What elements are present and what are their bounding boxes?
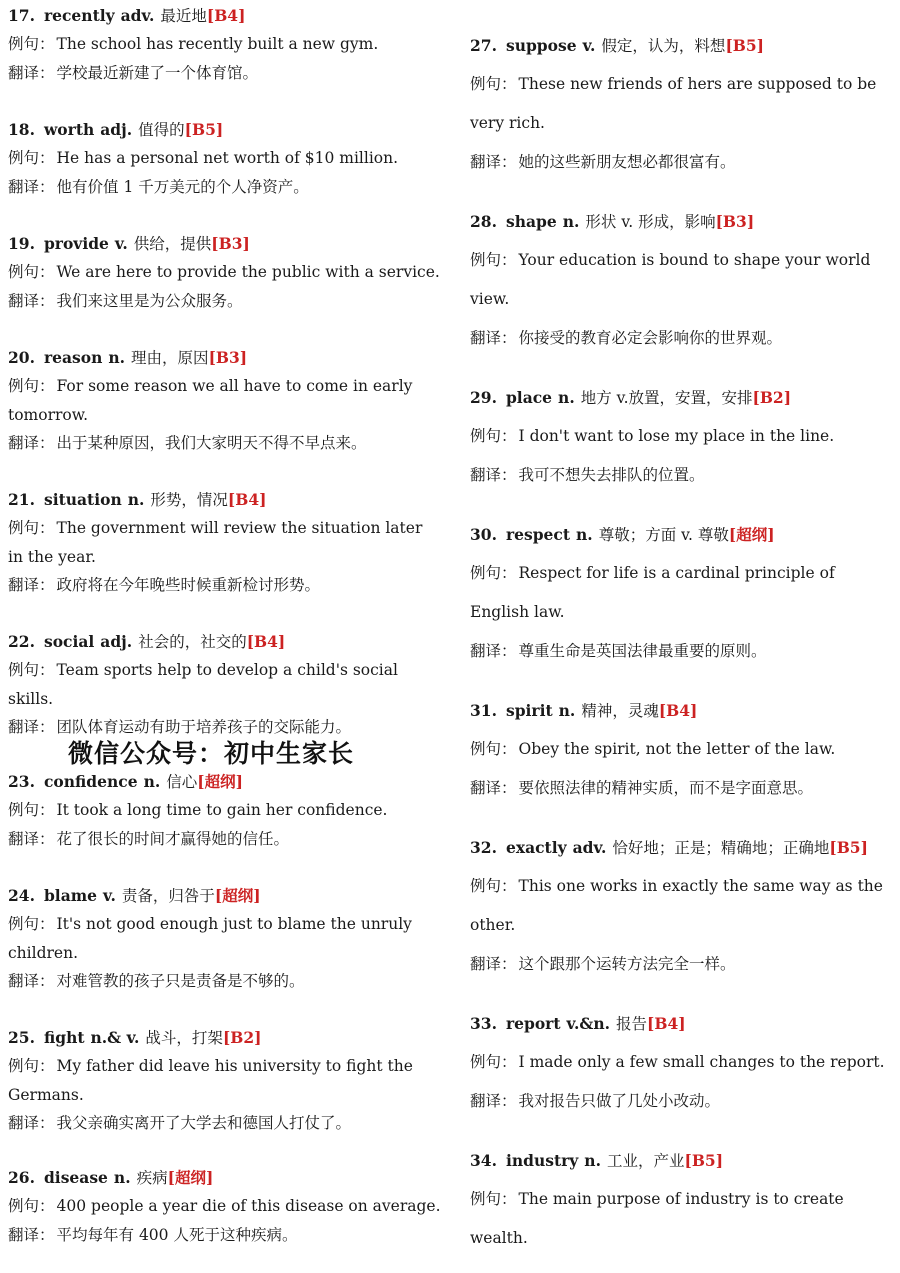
example-sentence-continued	[8, 543, 438, 572]
example-sentence	[8, 372, 438, 401]
chinese-meaning: 供给，提供	[133, 235, 212, 253]
example-text: For some reason we all have to come in early	[56, 377, 413, 395]
chinese-meaning: 理由，原因	[131, 349, 209, 367]
chinese-meaning: 恰好地；正是；精确地；正确地	[612, 839, 830, 857]
entry-number: 22.	[8, 632, 35, 651]
entry-headword-line	[8, 1168, 438, 1188]
example-sentence-continued	[8, 685, 438, 714]
translation-text: 尊重生命是英国法律最重要的原则。	[518, 642, 767, 660]
example-sentence	[470, 1180, 895, 1219]
translation-text: 他有价值 1 千万美元的个人净资产。	[56, 177, 309, 196]
part-of-speech: adj.	[100, 632, 133, 651]
vocab-entry	[470, 701, 895, 808]
example-label: 例句：	[470, 251, 517, 269]
translation-label: 翻译：	[470, 1092, 517, 1110]
translation-line	[470, 319, 895, 358]
part-of-speech: n.	[558, 388, 575, 407]
example-text: We are here to provide the public with a service.	[56, 263, 440, 281]
translation-text: 要依照法律的精神实质，而不是字面意思。	[518, 779, 814, 797]
part-of-speech: adv.	[572, 838, 607, 857]
vocab-entry	[8, 1168, 441, 1249]
translation-label: 翻译：	[470, 329, 517, 347]
example-text: tomorrow.	[8, 405, 89, 424]
translation-text: 你接受的教育必定会影响你的世界观。	[518, 329, 783, 347]
headword: provide	[43, 234, 109, 253]
part-of-speech: n.& v.	[90, 1028, 140, 1047]
entry-headword-line	[8, 772, 438, 792]
chinese-meaning: 最近地	[160, 7, 207, 25]
level-tag: [B3]	[211, 234, 250, 253]
level-tag: [超纲]	[167, 1168, 214, 1187]
entry-number: 34.	[470, 1151, 497, 1170]
translation-label: 翻译：	[8, 63, 55, 82]
chinese-meaning: 信心	[166, 773, 198, 791]
vocab-entry	[8, 6, 438, 87]
example-text: My father did leave his university to fight the	[56, 1057, 413, 1075]
headword: blame	[43, 886, 98, 905]
example-sentence	[8, 258, 438, 287]
entry-number: 17.	[8, 6, 35, 25]
translation-text: 她的这些新朋友想必都很富有。	[518, 153, 736, 171]
translation-line	[470, 945, 895, 984]
example-label: 例句：	[470, 1190, 517, 1208]
example-sentence-continued	[8, 939, 438, 968]
entry-headword-line	[8, 120, 438, 140]
example-label: 例句：	[8, 263, 55, 281]
example-sentence	[8, 796, 438, 825]
translation-label: 翻译：	[8, 972, 55, 990]
chinese-meaning: 值得的	[138, 121, 185, 139]
chinese-meaning: 责备，归咎于	[121, 887, 215, 905]
translation-line	[8, 571, 438, 600]
translation-line	[470, 632, 895, 671]
translation-label: 翻译：	[8, 829, 55, 848]
translation-line	[470, 1082, 895, 1121]
level-tag: [B2]	[752, 388, 792, 407]
translation-line	[8, 173, 438, 202]
vocab-entry	[470, 36, 895, 182]
level-tag: [超纲]	[197, 772, 243, 791]
translation-text: 这个跟那个运转方法完全一样。	[518, 955, 736, 973]
example-sentence	[8, 656, 438, 685]
example-sentence	[470, 554, 895, 593]
entry-number: 18.	[8, 120, 35, 139]
entry-number: 19.	[8, 234, 35, 253]
example-sentence	[470, 65, 895, 104]
example-sentence-continued	[470, 593, 895, 632]
example-sentence	[8, 514, 438, 543]
entry-number: 33.	[470, 1014, 497, 1033]
example-text: wealth.	[470, 1229, 528, 1247]
example-label: 例句：	[8, 35, 55, 53]
level-tag: [B4]	[206, 6, 246, 25]
vocab-entry	[470, 1151, 895, 1258]
translation-line	[8, 287, 438, 316]
translation-label: 翻译：	[470, 153, 517, 171]
example-text: It's not good enough just to blame the unruly	[56, 915, 412, 933]
level-tag: [B4]	[227, 490, 267, 509]
example-sentence	[470, 241, 895, 280]
example-label: 例句：	[8, 1057, 55, 1075]
part-of-speech: n.	[576, 525, 593, 544]
vocab-entry	[8, 234, 438, 315]
vocab-entry	[8, 886, 438, 996]
example-text: view.	[470, 290, 510, 308]
example-text: I made only a few small changes to the report.	[518, 1053, 885, 1071]
headword: recently	[43, 6, 115, 25]
translation-line	[8, 967, 438, 996]
translation-label: 翻译：	[470, 779, 517, 797]
example-label: 例句：	[8, 661, 55, 679]
translation-label: 翻译：	[8, 1225, 55, 1244]
headword: situation	[43, 490, 122, 509]
translation-label: 翻译：	[8, 576, 55, 594]
example-label: 例句：	[8, 801, 55, 819]
example-label: 例句：	[8, 519, 55, 537]
example-sentence-continued	[470, 280, 895, 319]
headword: worth	[43, 120, 95, 139]
translation-line	[470, 769, 895, 808]
translation-text: 团队体育运动有助于培养孩子的交际能力。	[56, 718, 352, 736]
example-text: Germans.	[8, 1085, 84, 1104]
chinese-meaning: 形状 v. 形成，影响	[585, 213, 716, 231]
example-text: in the year.	[8, 547, 96, 566]
example-sentence-continued	[8, 1081, 438, 1110]
entry-headword-line	[8, 234, 438, 254]
vocab-entry	[8, 348, 438, 458]
headword: fight	[43, 1028, 85, 1047]
headword: respect	[505, 525, 571, 544]
entry-number: 29.	[470, 388, 497, 407]
part-of-speech: v.&n.	[566, 1014, 611, 1033]
example-sentence-continued	[8, 401, 438, 430]
headword: disease	[43, 1168, 108, 1187]
example-label: 例句：	[470, 75, 517, 93]
translation-label: 翻译：	[8, 291, 55, 310]
translation-line	[8, 825, 438, 854]
example-text: He has a personal net worth of $10 million.	[56, 149, 399, 167]
translation-text: 我可不想失去排队的位置。	[518, 466, 705, 484]
headword: place	[505, 388, 553, 407]
level-tag: [B4]	[658, 701, 698, 720]
translation-label: 翻译：	[8, 177, 55, 196]
level-tag: [B5]	[184, 120, 224, 139]
entry-headword-line	[8, 886, 438, 906]
part-of-speech: n.	[113, 1168, 131, 1187]
example-text: These new friends of hers are supposed to be	[518, 75, 877, 93]
vocab-entry	[470, 1014, 895, 1121]
entry-headword-line	[470, 1014, 895, 1034]
headword: suppose	[505, 36, 577, 55]
translation-text: 平均每年有 400 人死于这种疾病。	[56, 1225, 298, 1244]
part-of-speech: n.	[127, 490, 145, 509]
example-sentence	[470, 730, 895, 769]
part-of-speech: adv.	[120, 6, 155, 25]
chinese-meaning: 社会的，社交的	[138, 633, 247, 651]
translation-text: 对难管教的孩子只是责备是不够的。	[56, 972, 305, 990]
translation-line	[8, 1221, 438, 1250]
chinese-meaning: 精神，灵魂	[581, 702, 659, 720]
entry-number: 27.	[470, 36, 497, 55]
translation-label: 翻译：	[8, 1114, 55, 1132]
example-text: Respect for life is a cardinal principle of	[518, 564, 835, 582]
part-of-speech: v.	[582, 36, 596, 55]
example-text: Your education is bound to shape your world	[518, 251, 871, 269]
example-label: 例句：	[8, 377, 55, 395]
level-tag: [B4]	[647, 1014, 686, 1033]
example-sentence-continued	[470, 906, 895, 945]
level-tag: [B5]	[725, 36, 764, 55]
example-label: 例句：	[8, 915, 55, 933]
entry-number: 20.	[8, 348, 35, 367]
translation-label: 翻译：	[470, 955, 517, 973]
part-of-speech: v.	[103, 886, 116, 905]
example-sentence	[8, 30, 438, 59]
headword: reason	[43, 348, 103, 367]
translation-line	[8, 1109, 438, 1138]
example-text: The main purpose of industry is to create	[518, 1190, 844, 1208]
entry-headword-line	[470, 212, 895, 232]
watermark: 微信公众号：初中生家长	[68, 739, 355, 768]
vocab-entry	[8, 632, 438, 742]
headword: shape	[505, 212, 557, 231]
example-text: I don't want to lose my place in the line.	[518, 427, 835, 445]
entry-number: 25.	[8, 1028, 35, 1047]
example-sentence	[470, 867, 895, 906]
entry-number: 31.	[470, 701, 497, 720]
headword: exactly	[505, 838, 567, 857]
chinese-meaning: 工业，产业	[606, 1152, 685, 1170]
level-tag: [超纲]	[214, 886, 261, 905]
example-text: Team sports help to develop a child's social	[56, 661, 398, 679]
entry-headword-line	[470, 701, 895, 721]
example-sentence	[8, 144, 438, 173]
vocab-entry	[8, 1028, 438, 1138]
entry-number: 30.	[470, 525, 497, 544]
chinese-meaning: 地方 v.放置，安置，安排	[580, 389, 753, 407]
entry-headword-line	[470, 525, 895, 545]
example-label: 例句：	[8, 1197, 55, 1215]
part-of-speech: adj.	[100, 120, 133, 139]
translation-text: 我父亲确实离开了大学去和德国人打仗了。	[56, 1114, 352, 1132]
level-tag: [B5]	[684, 1151, 724, 1170]
headword: report	[505, 1014, 561, 1033]
chinese-meaning: 报告	[616, 1015, 648, 1033]
example-text: This one works in exactly the same way as the	[518, 877, 883, 895]
example-text: skills.	[8, 689, 54, 708]
headword: spirit	[505, 701, 553, 720]
vocab-entry	[470, 212, 895, 358]
example-text: 400 people a year die of this disease on average.	[56, 1197, 441, 1215]
example-text: The government will review the situation later	[56, 519, 423, 537]
entry-number: 24.	[8, 886, 35, 905]
chinese-meaning: 形势，情况	[150, 491, 228, 509]
part-of-speech: n.	[562, 212, 580, 231]
vocab-entry	[8, 120, 438, 201]
translation-label: 翻译：	[8, 718, 55, 736]
level-tag: [超纲]	[728, 525, 775, 544]
headword: confidence	[43, 772, 138, 791]
example-sentence	[8, 1192, 441, 1221]
translation-text: 花了很长的时间才赢得她的信任。	[56, 829, 290, 848]
translation-line	[470, 143, 895, 182]
translation-text: 我们来这里是为公众服务。	[56, 291, 243, 310]
entry-headword-line	[470, 388, 895, 408]
vocab-entry	[470, 838, 895, 984]
level-tag: [B4]	[246, 632, 286, 651]
part-of-speech: n.	[584, 1151, 601, 1170]
level-tag: [B3]	[715, 212, 755, 231]
chinese-meaning: 疾病	[136, 1169, 168, 1187]
translation-text: 学校最近新建了一个体育馆。	[56, 63, 259, 82]
entry-number: 32.	[470, 838, 497, 857]
translation-line	[8, 59, 438, 88]
example-text: English law.	[470, 603, 565, 621]
translation-text: 政府将在今年晚些时候重新检讨形势。	[56, 576, 321, 594]
example-label: 例句：	[470, 564, 517, 582]
translation-line	[470, 456, 895, 495]
chinese-meaning: 假定，认为，料想	[601, 37, 726, 55]
entry-headword-line	[470, 36, 895, 56]
part-of-speech: n.	[108, 348, 126, 367]
example-sentence	[8, 1052, 438, 1081]
headword: social	[43, 632, 95, 651]
example-sentence	[8, 910, 438, 939]
example-text: It took a long time to gain her confidence.	[56, 801, 388, 819]
translation-label: 翻译：	[470, 642, 517, 660]
entry-number: 28.	[470, 212, 497, 231]
entry-headword-line	[8, 1028, 438, 1048]
example-text: children.	[8, 943, 78, 962]
example-label: 例句：	[8, 149, 55, 167]
vocab-entry	[8, 772, 438, 853]
entry-number: 23.	[8, 772, 35, 791]
level-tag: [B2]	[222, 1028, 262, 1047]
headword: industry	[505, 1151, 579, 1170]
example-text: The school has recently built a new gym.	[56, 35, 379, 53]
vocab-entry	[8, 490, 438, 600]
level-tag: [B5]	[829, 838, 868, 857]
example-label: 例句：	[470, 1053, 517, 1071]
translation-line	[8, 429, 438, 458]
example-label: 例句：	[470, 427, 517, 445]
entry-headword-line	[8, 490, 438, 510]
part-of-speech: n.	[143, 772, 161, 791]
entry-number: 21.	[8, 490, 35, 509]
entry-headword-line	[470, 1151, 895, 1171]
chinese-meaning: 战斗，打架	[145, 1029, 223, 1047]
level-tag: [B3]	[208, 348, 248, 367]
vocab-entry	[470, 388, 895, 495]
example-label: 例句：	[470, 877, 517, 895]
example-sentence-continued	[470, 104, 895, 143]
example-sentence	[470, 417, 895, 456]
example-label: 例句：	[470, 740, 517, 758]
chinese-meaning: 尊敬；方面 v. 尊敬	[598, 526, 729, 544]
vocab-entry	[470, 525, 895, 671]
entry-number: 26.	[8, 1168, 35, 1187]
translation-text: 我对报告只做了几处小改动。	[518, 1092, 721, 1110]
part-of-speech: v.	[114, 234, 128, 253]
translation-label: 翻译：	[8, 434, 55, 452]
example-text: very rich.	[470, 114, 545, 132]
entry-headword-line	[8, 6, 438, 26]
example-text: other.	[470, 916, 516, 934]
translation-label: 翻译：	[470, 466, 517, 484]
entry-headword-line	[8, 348, 438, 368]
translation-text: 出于某种原因，我们大家明天不得不早点来。	[56, 434, 367, 452]
example-sentence-continued	[470, 1219, 895, 1258]
entry-headword-line	[8, 632, 438, 652]
entry-headword-line	[470, 838, 895, 858]
example-sentence	[470, 1043, 895, 1082]
example-text: Obey the spirit, not the letter of the law.	[518, 740, 836, 758]
part-of-speech: n.	[558, 701, 576, 720]
